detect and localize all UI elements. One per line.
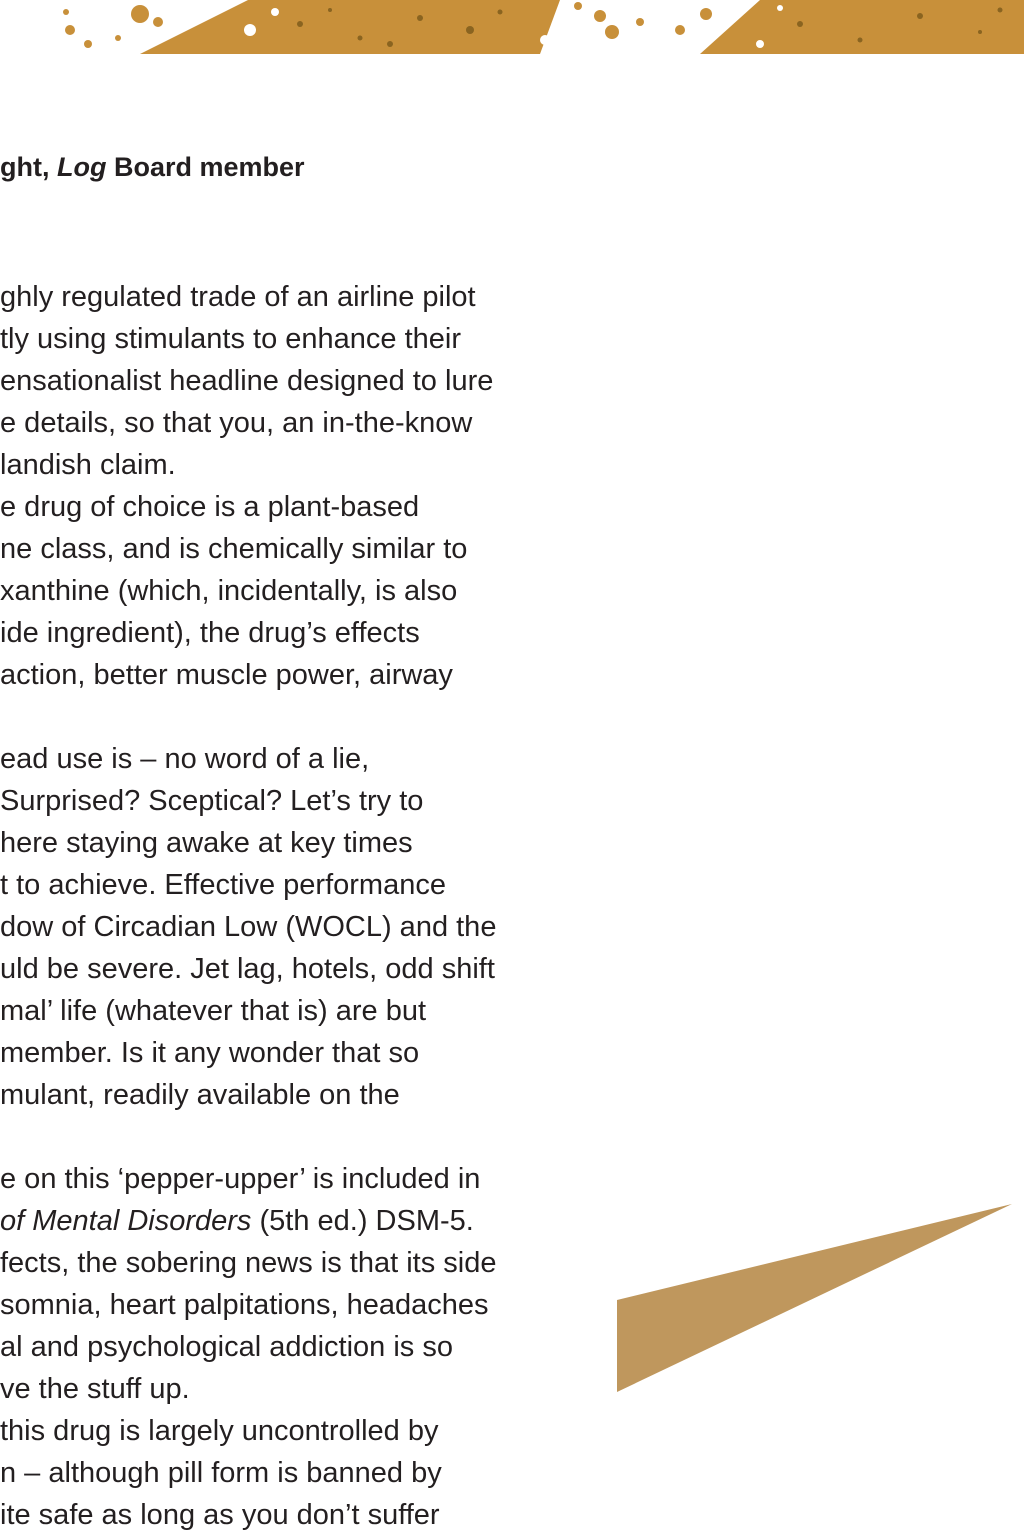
text-line: here staying awake at key times xyxy=(0,827,413,859)
text-line: dow of Circadian Low (WOCL) and the xyxy=(0,911,497,943)
text-line: ead use is – no word of a lie, xyxy=(0,743,370,775)
text-line: ne class, and is chemically similar to xyxy=(0,533,468,565)
dsm-suffix: (5th ed.) DSM-5. xyxy=(251,1205,474,1237)
text-line: e details, so that you, an in-the-know xyxy=(0,407,473,439)
text-line: ite safe as long as you don’t suffer xyxy=(0,1499,440,1531)
text-line: fects, the sobering news is that its side xyxy=(0,1247,497,1279)
text-line: n – although pill form is banned by xyxy=(0,1457,442,1489)
text-line: e drug of choice is a plant-based xyxy=(0,491,420,523)
text-line: t to achieve. Effective performance xyxy=(0,869,446,901)
text-line: ghly regulated trade of an airline pilot xyxy=(0,281,476,313)
text-line: tly using stimulants to enhance their xyxy=(0,323,462,355)
text-line-dsm xyxy=(0,1200,600,1242)
text-line: Surprised? Sceptical? Let’s try to xyxy=(0,785,424,817)
byline-prefix: ght, xyxy=(0,152,57,182)
decorative-top-band xyxy=(0,0,1024,54)
author-byline xyxy=(0,152,305,183)
blank-line xyxy=(0,1116,600,1158)
byline-emphasis: Log xyxy=(56,152,107,182)
text-line: this drug is largely uncontrolled by xyxy=(0,1415,439,1447)
article-body xyxy=(0,276,600,1536)
text-line: xanthine (which, incidentally, is also xyxy=(0,575,458,607)
text-line: e on this ‘pepper-upper’ is included in xyxy=(0,1163,481,1195)
text-line: ensationalist headline designed to lure xyxy=(0,365,494,397)
text-line: ve the stuff up. xyxy=(0,1373,190,1405)
text-line: somnia, heart palpitations, headaches xyxy=(0,1289,489,1321)
blank-line xyxy=(0,696,600,738)
decorative-wedge xyxy=(616,1200,1024,1396)
dsm-title-emphasis: of Mental Disorders xyxy=(0,1205,252,1237)
text-line: uld be severe. Jet lag, hotels, odd shift xyxy=(0,953,495,985)
text-line: landish claim. xyxy=(0,449,176,481)
byline-suffix: Board member xyxy=(106,152,305,182)
text-line: ide ingredient), the drug’s effects xyxy=(0,617,420,649)
text-line: al and psychological addiction is so xyxy=(0,1331,453,1363)
text-line: mulant, readily available on the xyxy=(0,1079,400,1111)
text-line: mal’ life (whatever that is) are but xyxy=(0,995,427,1027)
text-line: member. Is it any wonder that so xyxy=(0,1037,420,1069)
text-line: action, better muscle power, airway xyxy=(0,659,453,691)
